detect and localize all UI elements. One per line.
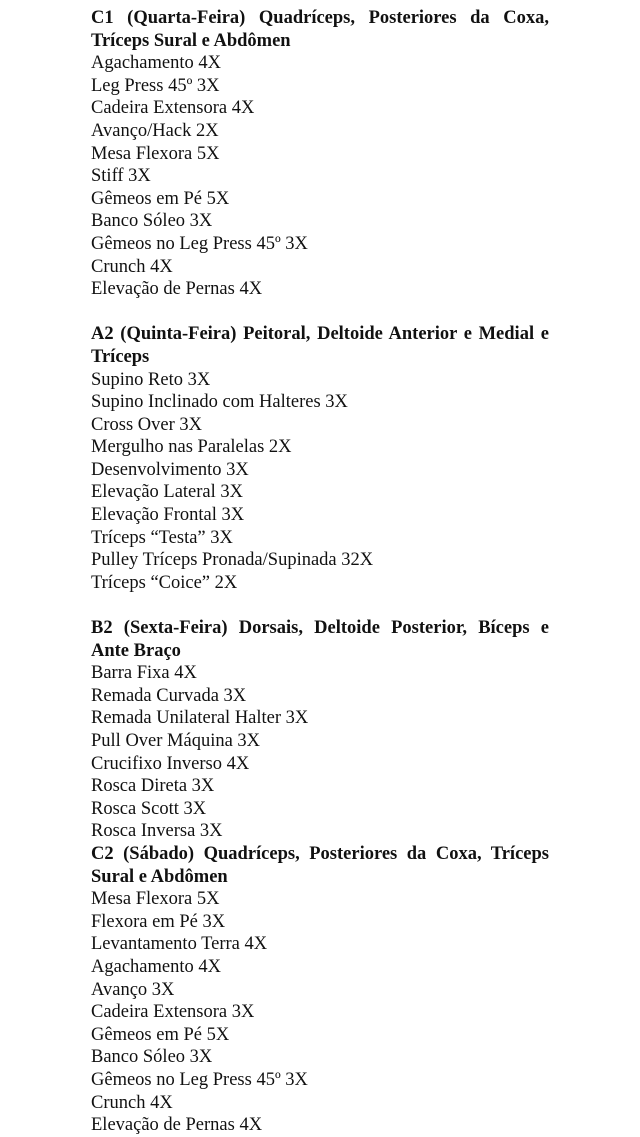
section-heading: C2 (Sábado) Quadríceps, Posteriores da Coxa, Tríceps Sural e Abdômen <box>91 843 549 887</box>
section-heading: B2 (Sexta-Feira) Dorsais, Deltoide Posterior, Bíceps e Ante Braço <box>91 618 549 661</box>
exercise-item: Mesa Flexora 5X <box>91 143 220 164</box>
section-heading: A2 (Quinta-Feira) Peitoral, Deltoide Anterior e Medial e Tríceps <box>91 324 549 367</box>
exercise-item: Elevação Lateral 3X <box>91 482 244 503</box>
exercise-item: Crucifixo Inverso 4X <box>91 753 250 774</box>
exercise-item: Agachamento 4X <box>91 53 221 74</box>
exercise-item: Crunch 4X <box>91 1092 173 1113</box>
exercise-item: Rosca Inversa 3X <box>91 821 223 842</box>
exercise-item: Gêmeos em Pé 5X <box>91 1024 230 1045</box>
workout-document <box>91 7 549 1137</box>
exercise-item: Levantamento Terra 4X <box>91 934 268 955</box>
exercise-item: Pull Over Máquina 3X <box>91 731 261 751</box>
exercise-item: Gêmeos no Leg Press 45º 3X <box>91 233 308 254</box>
exercise-item: Leg Press 45º 3X <box>91 75 220 96</box>
section-c2 <box>91 843 549 1137</box>
exercise-item: Banco Sóleo 3X <box>91 211 213 232</box>
exercise-item: Stiff 3X <box>91 166 151 187</box>
exercise-item: Elevação de Pernas 4X <box>91 1115 263 1136</box>
exercise-item: Avanço 3X <box>91 979 175 1000</box>
exercise-item: Gêmeos em Pé 5X <box>91 188 230 209</box>
exercise-item: Tríceps “Testa” 3X <box>91 527 233 548</box>
exercise-item: Mergulho nas Paralelas 2X <box>91 437 292 458</box>
exercise-item: Supino Inclinado com Halteres 3X <box>91 392 348 413</box>
exercise-item: Cadeira Extensora 4X <box>91 98 255 119</box>
exercise-item: Cadeira Extensora 3X <box>91 1002 255 1023</box>
exercise-item: Desenvolvimento 3X <box>91 459 249 480</box>
exercise-item: Barra Fixa 4X <box>91 663 197 684</box>
section-c1 <box>91 7 549 301</box>
exercise-item: Gêmeos no Leg Press 45º 3X <box>91 1069 308 1090</box>
exercise-item: Avanço/Hack 2X <box>91 120 219 141</box>
exercise-item: Crunch 4X <box>91 256 173 277</box>
exercise-item: Cross Over 3X <box>91 414 202 435</box>
exercise-item: Rosca Direta 3X <box>91 776 215 797</box>
exercise-item: Supino Reto 3X <box>91 369 211 390</box>
exercise-item: Elevação Frontal 3X <box>91 505 245 526</box>
exercise-item: Flexora em Pé 3X <box>91 911 226 932</box>
exercise-item: Elevação de Pernas 4X <box>91 279 263 300</box>
exercise-item: Pulley Tríceps Pronada/Supinada 32X <box>91 550 374 571</box>
exercise-item: Remada Unilateral Halter 3X <box>91 708 309 729</box>
section-b2 <box>91 617 549 843</box>
exercise-item: Tríceps “Coice” 2X <box>91 572 238 593</box>
section-a2 <box>91 323 549 594</box>
exercise-item: Banco Sóleo 3X <box>91 1047 213 1068</box>
exercise-item: Mesa Flexora 5X <box>91 889 220 910</box>
section-heading: C1 (Quarta-Feira) Quadríceps, Posteriores da Coxa, Tríceps Sural e Abdômen <box>91 8 549 51</box>
exercise-item: Agachamento 4X <box>91 956 221 977</box>
exercise-item: Rosca Scott 3X <box>91 798 207 819</box>
exercise-item: Remada Curvada 3X <box>91 685 247 706</box>
